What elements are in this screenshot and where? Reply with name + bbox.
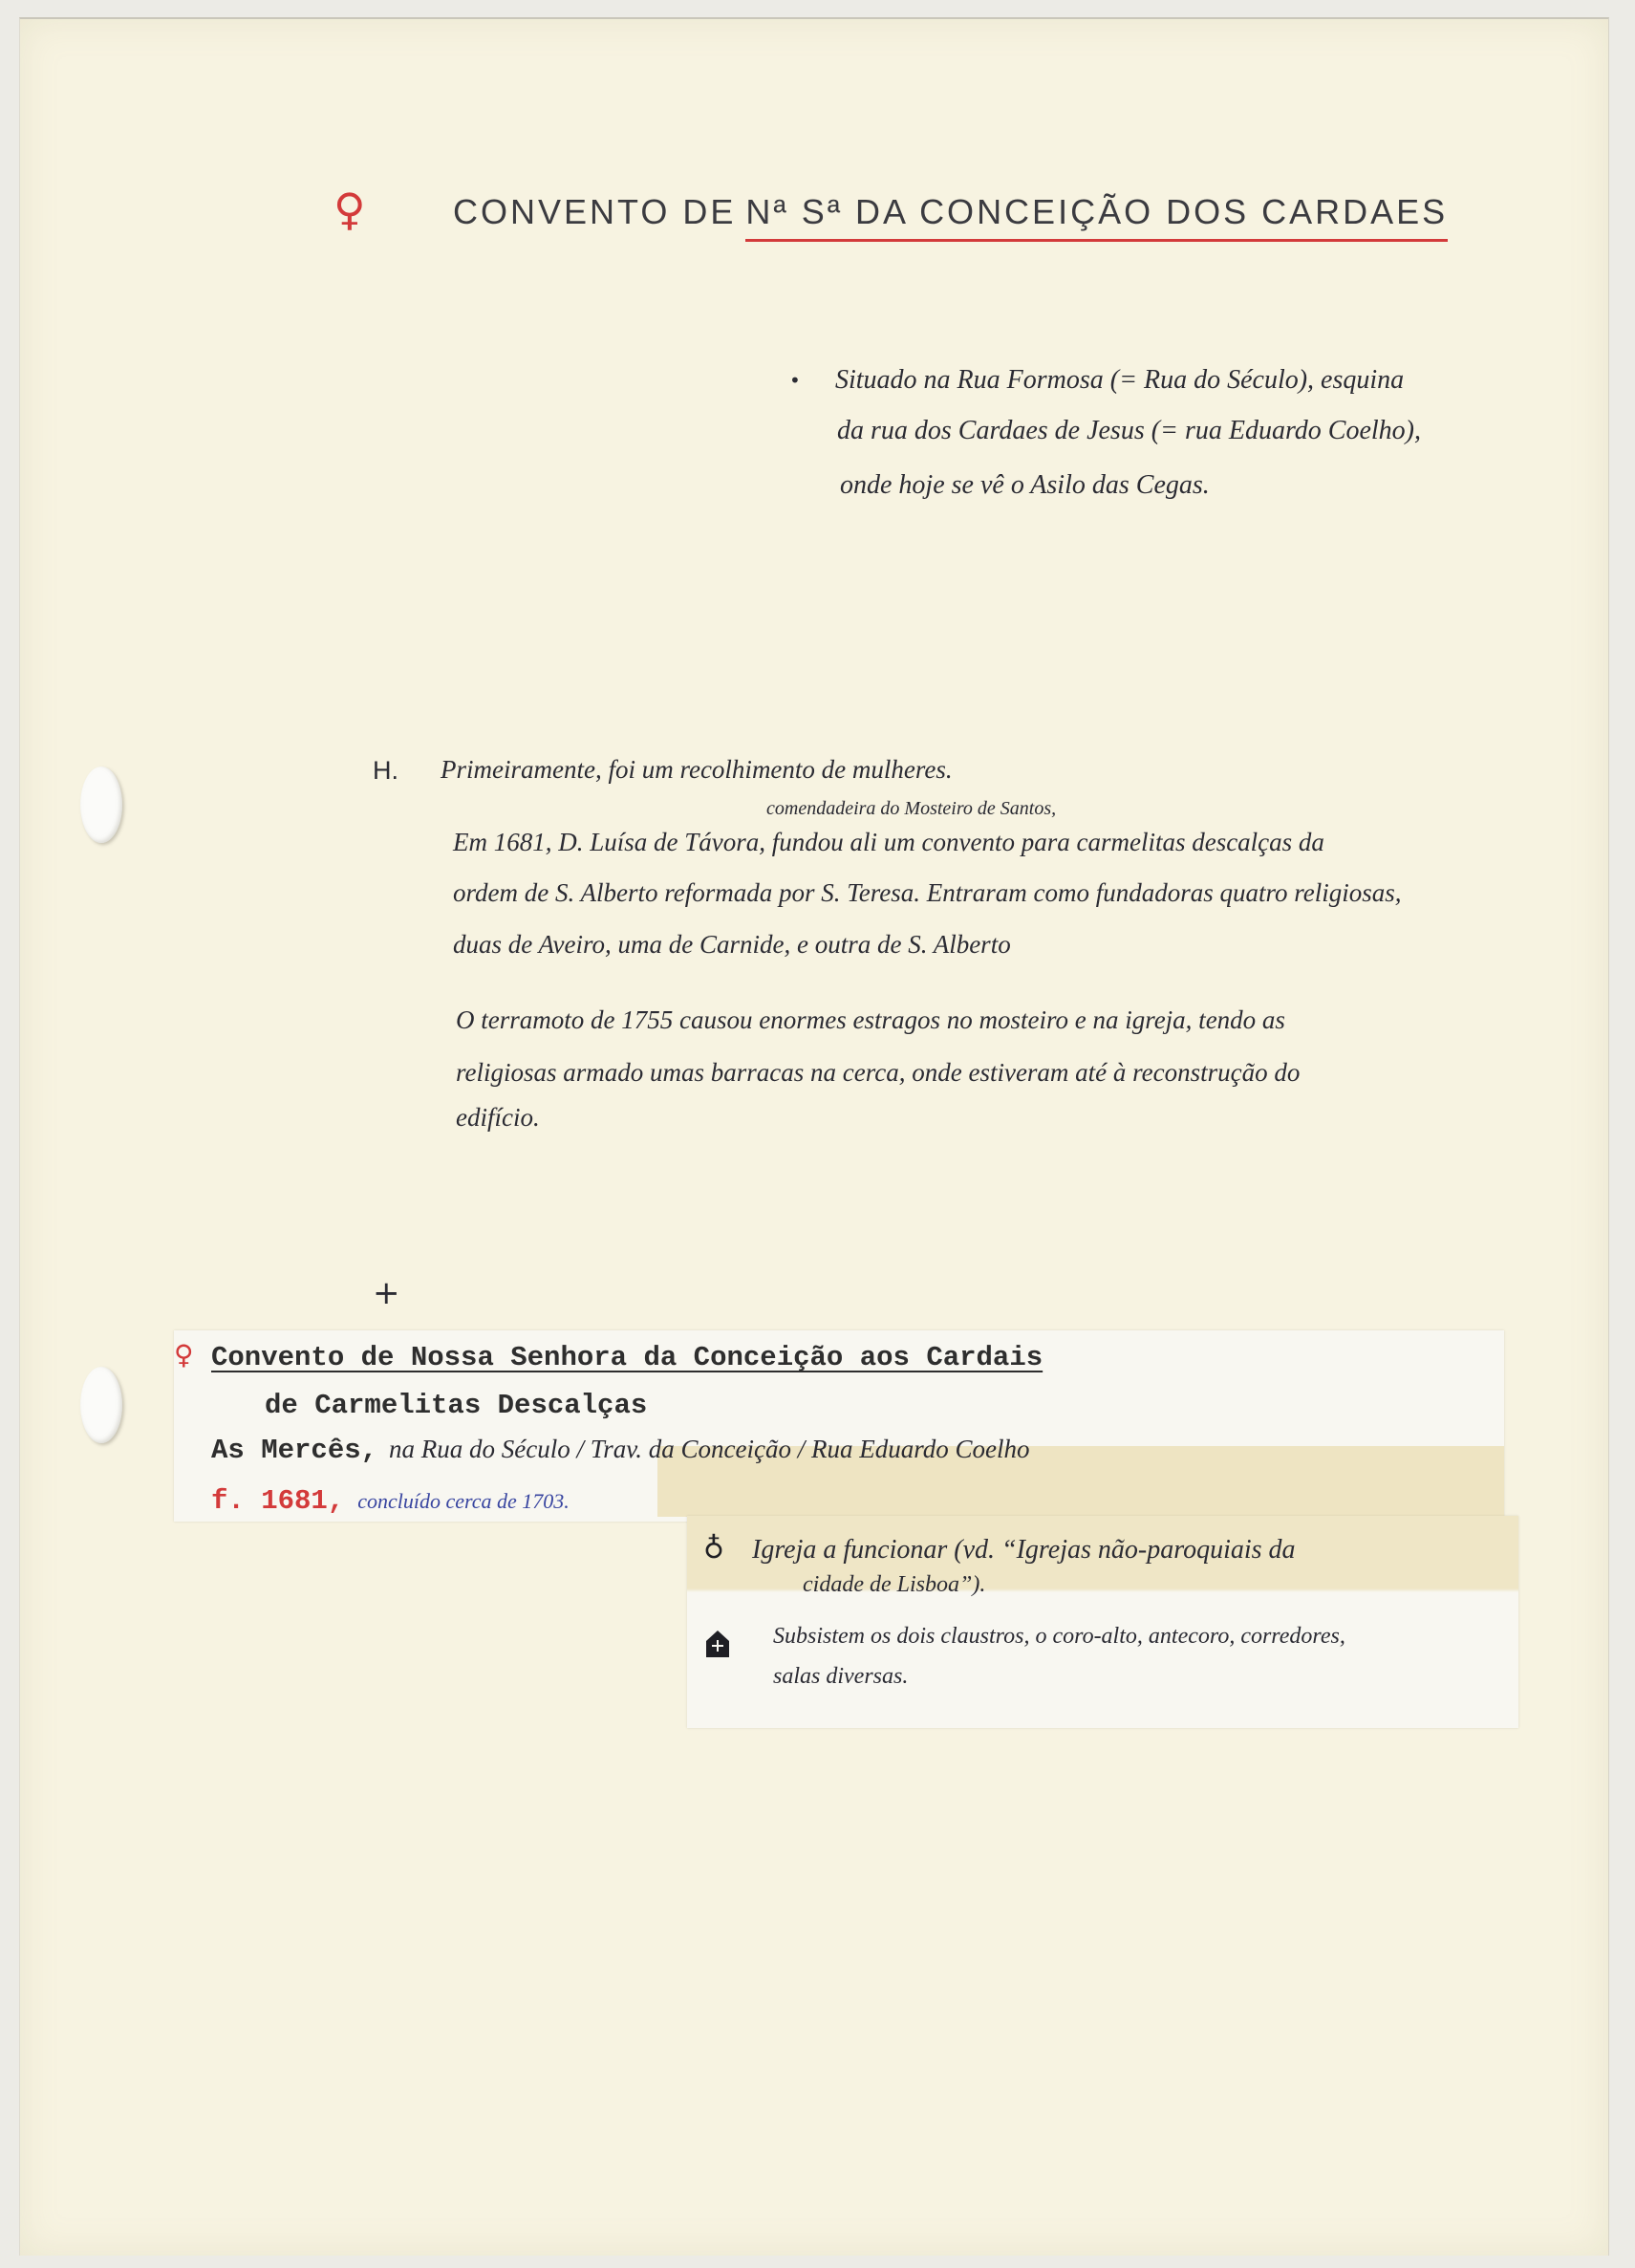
title-prefix: CONVENTO DE	[453, 192, 737, 231]
history-line: duas de Aveiro, uma de Carnide, e outra de S. Alberto	[453, 930, 1011, 959]
slip-title: Convento de Nossa Senhora da Conceição aos Cardais	[211, 1342, 1043, 1373]
slip-subtitle: de Carmelitas Descalças	[265, 1390, 648, 1421]
earthquake-line: religiosas armado umas barracas na cerca, onde estiveram até à reconstrução do	[456, 1058, 1301, 1087]
remains-note-line: Subsistem os dois claustros, o coro-alto, antecoro, corredores,	[773, 1624, 1345, 1649]
church-icon: ♁	[703, 1532, 724, 1566]
earthquake-line: edifício.	[456, 1103, 540, 1132]
bullet-icon: •	[789, 369, 801, 392]
history-line: Em 1681, D. Luísa de Távora, fundou ali um convento para carmelitas descalças da	[453, 828, 1324, 856]
history-insertion: comendadeira do Mosteiro de Santos,	[766, 798, 1057, 819]
plus-mark: +	[373, 1274, 400, 1312]
history-intro: Primeiramente, foi um recolhimento de mulheres.	[441, 755, 953, 784]
slip-location-typed: As Mercês,	[211, 1435, 378, 1466]
slip-location	[211, 1436, 1029, 1464]
title-underlined: Nª Sª DA CONCEIÇÃO DOS CARDAES	[745, 192, 1448, 242]
slip-location-handwritten: na Rua do Século / Trav. da Conceição / Rua Eduardo Coelho	[389, 1435, 1030, 1463]
remains-note-line: salas diversas.	[773, 1664, 909, 1689]
paper-sheet	[19, 17, 1609, 2256]
location-note-line: Situado na Rua Formosa (= Rua do Século), esquina	[835, 365, 1405, 395]
page-title	[453, 192, 1449, 231]
punch-hole	[80, 1367, 122, 1443]
punch-hole	[80, 767, 122, 843]
building-icon	[704, 1629, 731, 1659]
slip-founded-handwritten: concluído cerca de 1703.	[357, 1489, 570, 1513]
female-symbol-icon: ♀	[333, 184, 366, 235]
church-note-line: Igreja a funcionar (vd. “Igrejas não-paroquiais da	[752, 1535, 1296, 1565]
slip-founded-typed: f. 1681,	[211, 1485, 345, 1517]
slip-founded	[211, 1487, 570, 1515]
location-note-line: onde hoje se vê o Asilo das Cegas.	[840, 470, 1210, 500]
location-note-line: da rua dos Cardaes de Jesus (= rua Eduardo Coelho),	[837, 416, 1422, 445]
history-line: ordem de S. Alberto reformada por S. Teresa. Entraram como fundadoras quatro religiosas,	[453, 878, 1402, 907]
earthquake-line: O terramoto de 1755 causou enormes estragos no mosteiro e na igreja, tendo as	[456, 1005, 1285, 1034]
church-note-line: cidade de Lisboa”).	[803, 1572, 986, 1597]
female-symbol-icon: ♀	[174, 1339, 194, 1371]
history-marker: H.	[373, 756, 398, 785]
